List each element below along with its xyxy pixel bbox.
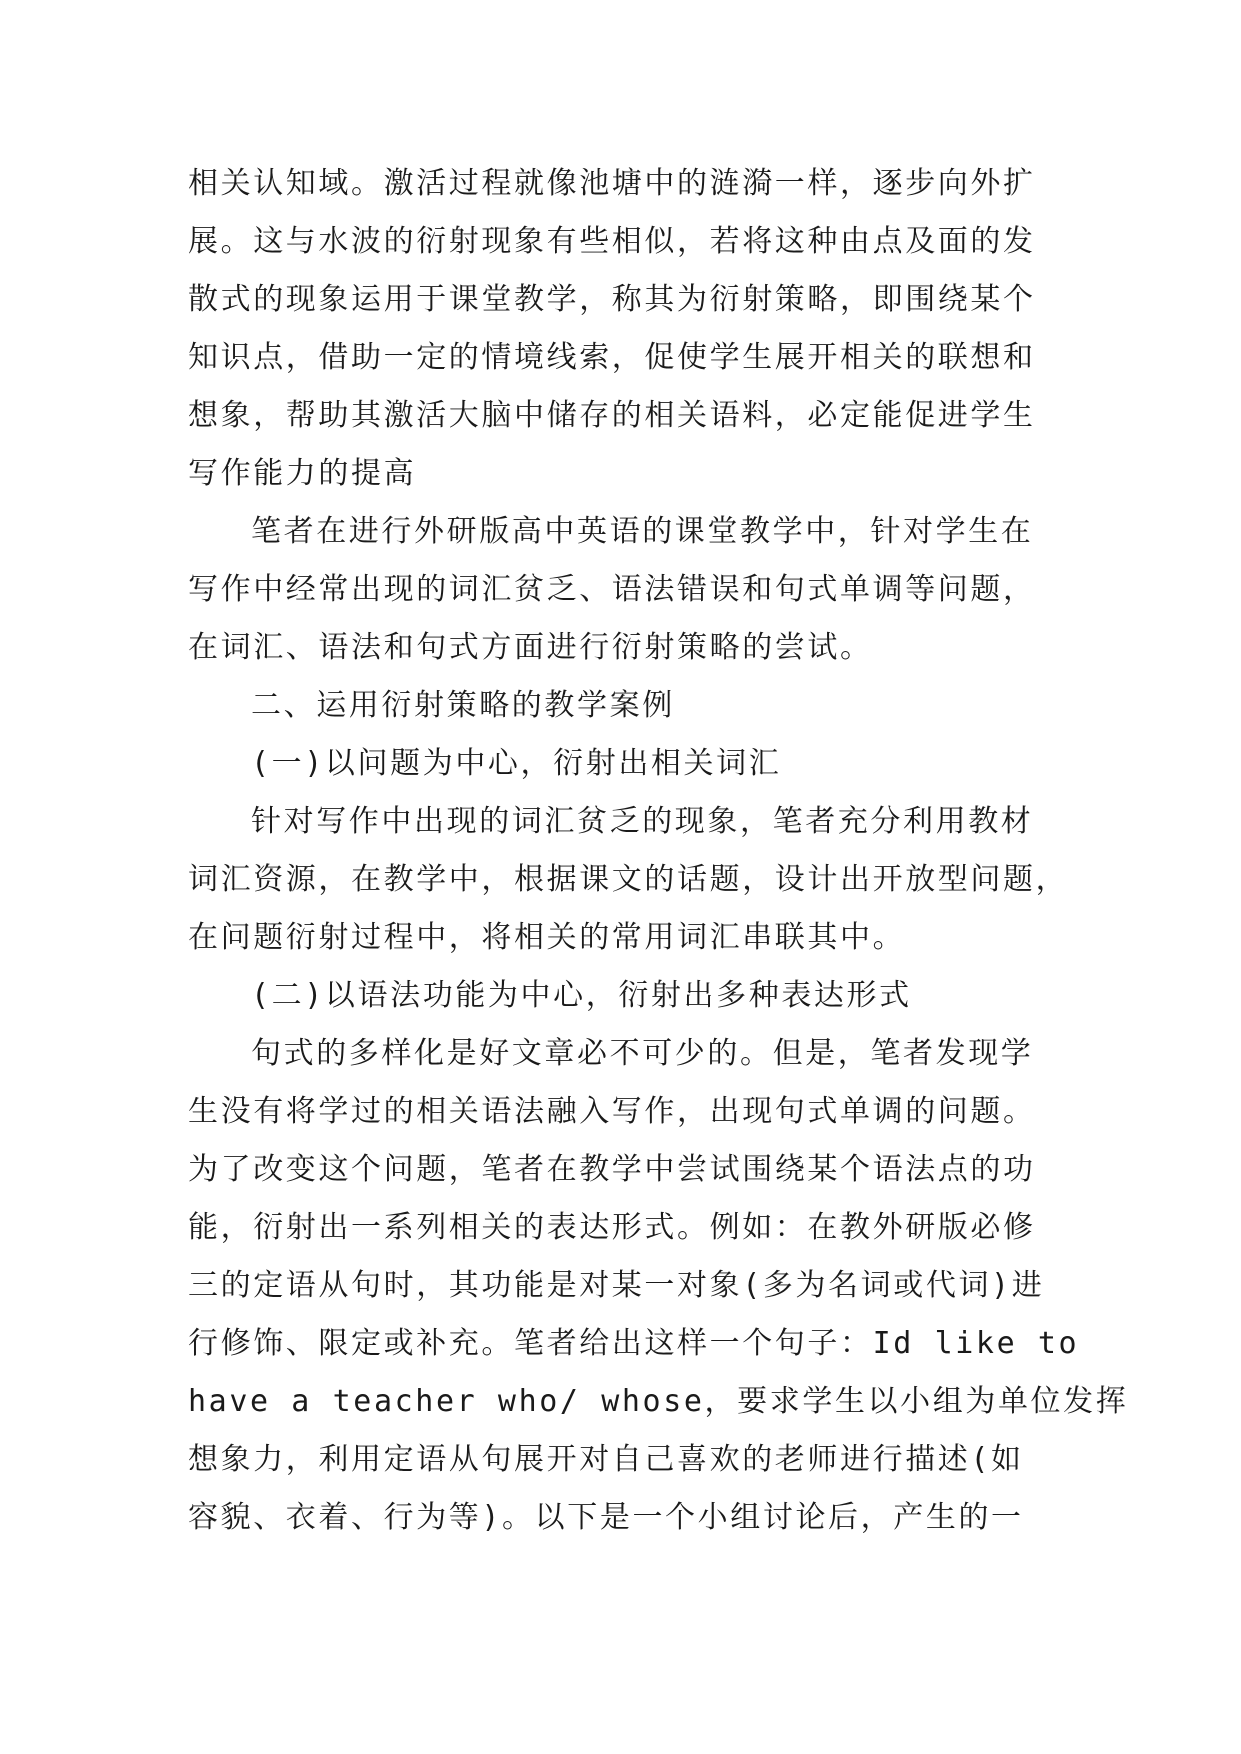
text-line: 散式的现象运用于课堂教学，称其为衍射策略，即围绕某个 (188, 282, 1036, 317)
text-line: 行修饰、限定或补充。笔者给出这样一个句子：Id like to (188, 1326, 1080, 1361)
text-line: 想象，帮助其激活大脑中储存的相关语料，必定能促进学生 (188, 398, 1036, 433)
text-line: 能，衍射出一系列相关的表达形式。例如：在教外研版必修 (188, 1210, 1036, 1245)
text-line: have a teacher who/ whose，要求学生以小组为单位发挥 (188, 1384, 1129, 1419)
text-line: 知识点，借助一定的情境线索，促使学生展开相关的联想和 (188, 340, 1036, 375)
paragraph-first-line: (二)以语法功能为中心，衍射出多种表达形式 (251, 978, 912, 1013)
text-line: 生没有将学过的相关语法融入写作，出现句式单调的问题。 (188, 1094, 1036, 1129)
text-line: 在词汇、语法和句式方面进行衍射策略的尝试。 (188, 630, 873, 665)
text-line: 想象力，利用定语从句展开对自己喜欢的老师进行描述(如 (188, 1442, 1024, 1477)
text-line: 相关认知域。激活过程就像池塘中的涟漪一样，逐步向外扩 (188, 166, 1036, 201)
text-line: 容貌、衣着、行为等)。以下是一个小组讨论后，产生的一 (188, 1500, 1024, 1535)
text-line: 三的定语从句时，其功能是对某一对象(多为名词或代词)进 (188, 1268, 1045, 1303)
text-line: 写作中经常出现的词汇贫乏、语法错误和句式单调等问题， (188, 572, 1036, 607)
paragraph-first-line: 笔者在进行外研版高中英语的课堂教学中，针对学生在 (251, 514, 1034, 549)
paragraph-first-line: (一)以问题为中心，衍射出相关词汇 (251, 746, 782, 781)
paragraph-first-line: 针对写作中出现的词汇贫乏的现象，笔者充分利用教材 (251, 804, 1034, 839)
paragraph-first-line: 二、运用衍射策略的教学案例 (251, 688, 675, 723)
text-line: 为了改变这个问题，笔者在教学中尝试围绕某个语法点的功 (188, 1152, 1036, 1187)
text-line: 写作能力的提高 (188, 456, 417, 491)
paragraph-first-line: 句式的多样化是好文章必不可少的。但是，笔者发现学 (251, 1036, 1034, 1071)
text-line: 展。这与水波的衍射现象有些相似，若将这种由点及面的发 (188, 224, 1036, 259)
body-text (188, 155, 1129, 1547)
text-line: 在问题衍射过程中，将相关的常用词汇串联其中。 (188, 920, 906, 955)
text-line: 词汇资源，在教学中，根据课文的话题，设计出开放型问题， (188, 862, 1069, 897)
